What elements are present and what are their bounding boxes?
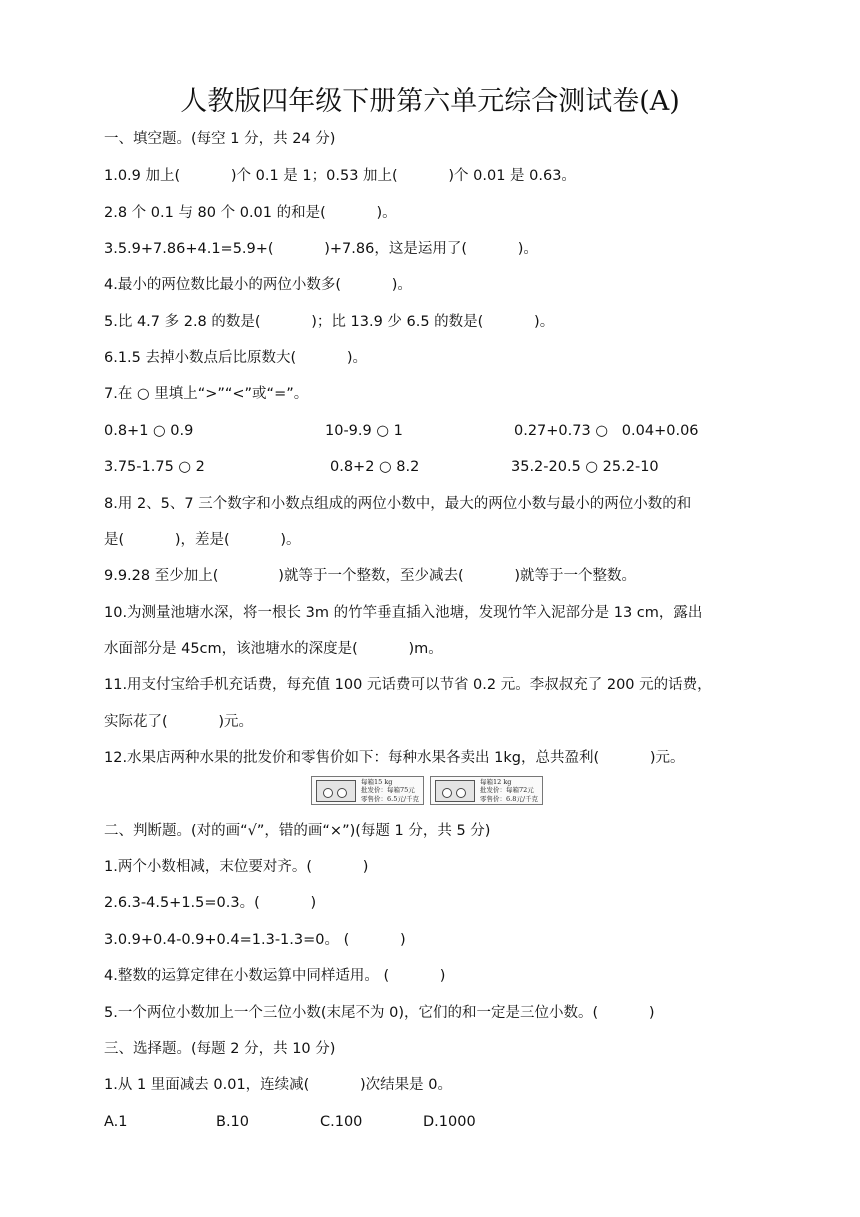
- compare-item: 35.2-20.5 ○ 25.2-10: [511, 459, 659, 475]
- choice-d: D.1000: [423, 1114, 476, 1130]
- section-2-heading: 二、判断题。(对的画“√”，错的画“×”)(每题 1 分，共 5 分): [104, 823, 491, 839]
- crate-icon: [316, 780, 356, 802]
- compare-item: 0.8+1 ○ 0.9: [104, 423, 194, 439]
- fruit-box-label: 每箱15 kg 批发价：每箱75元 零售价：6.5元/千克: [361, 777, 420, 803]
- question-line: 1.从 1 里面减去 0.01，连续减( )次结果是 0。: [104, 1077, 453, 1093]
- question-line: 4.整数的运算定律在小数运算中同样适用。 ( ): [104, 968, 446, 984]
- question-line: 3.5.9+7.86+4.1=5.9+( )+7.86，这是运用了( )。: [104, 241, 538, 257]
- question-line: 11.用支付宝给手机充话费，每充值 100 元话费可以节省 0.2 元。李叔叔充了 200 元的话费，: [104, 677, 712, 693]
- compare-item: 0.27+0.73 ○ 0.04+0.06: [514, 423, 699, 439]
- section-3-heading: 三、选择题。(每题 2 分，共 10 分): [104, 1041, 336, 1057]
- question-line: 5.比 4.7 多 2.8 的数是( )；比 13.9 少 6.5 的数是( )。: [104, 314, 555, 330]
- question-line: 1.两个小数相减，末位要对齐。( ): [104, 859, 369, 875]
- question-line: 是( )，差是( )。: [104, 532, 301, 548]
- question-line: 6.1.5 去掉小数点后比原数大( )。: [104, 350, 368, 366]
- question-line: 1.0.9 加上( )个 0.1 是 1；0.53 加上( )个 0.01 是 0.63。: [104, 168, 576, 184]
- question-line: 12.水果店两种水果的批发价和零售价如下：每种水果各卖出 1kg，总共盈利( )元。: [104, 750, 685, 766]
- question-line: 7.在 ○ 里填上“>”“<”或“=”。: [104, 386, 309, 402]
- question-line: 2.8 个 0.1 与 80 个 0.01 的和是( )。: [104, 205, 397, 221]
- crate-icon: [435, 780, 475, 802]
- fruit-box-2: [430, 776, 543, 805]
- fruit-price-figure: [311, 776, 543, 805]
- question-line: 8.用 2、5、7 三个数字和小数点组成的两位小数中，最大的两位小数与最小的两位小数的和: [104, 496, 692, 512]
- fruit-box-1: [311, 776, 424, 805]
- section-1-heading: 一、填空题。(每空 1 分，共 24 分): [104, 131, 336, 147]
- compare-item: 0.8+2 ○ 8.2: [330, 459, 420, 475]
- compare-item: 10-9.9 ○ 1: [325, 423, 403, 439]
- question-line: 3.0.9+0.4-0.9+0.4=1.3-1.3=0。 ( ): [104, 932, 406, 948]
- fruit-box-label: 每箱12 kg 批发价：每箱72元 零售价：6.8元/千克: [480, 777, 539, 803]
- question-line: 10.为测量池塘水深，将一根长 3m 的竹竿垂直插入池塘，发现竹竿入泥部分是 13 cm，露出: [104, 605, 703, 621]
- question-line: 4.最小的两位数比最小的两位小数多( )。: [104, 277, 412, 293]
- question-line: 9.9.28 至少加上( )就等于一个整数，至少减去( )就等于一个整数。: [104, 568, 636, 584]
- compare-item: 3.75-1.75 ○ 2: [104, 459, 205, 475]
- question-line: 水面部分是 45cm，该池塘水的深度是( )m。: [104, 641, 443, 657]
- choice-a: A.1: [104, 1114, 128, 1130]
- choice-c: C.100: [320, 1114, 363, 1130]
- page-title: 人教版四年级下册第六单元综合测试卷(A): [180, 86, 680, 117]
- question-line: 2.6.3-4.5+1.5=0.3。( ): [104, 895, 317, 911]
- choice-b: B.10: [216, 1114, 250, 1130]
- question-line: 5.一个两位小数加上一个三位小数(末尾不为 0)，它们的和一定是三位小数。( ): [104, 1005, 655, 1021]
- question-line: 实际花了( )元。: [104, 714, 254, 730]
